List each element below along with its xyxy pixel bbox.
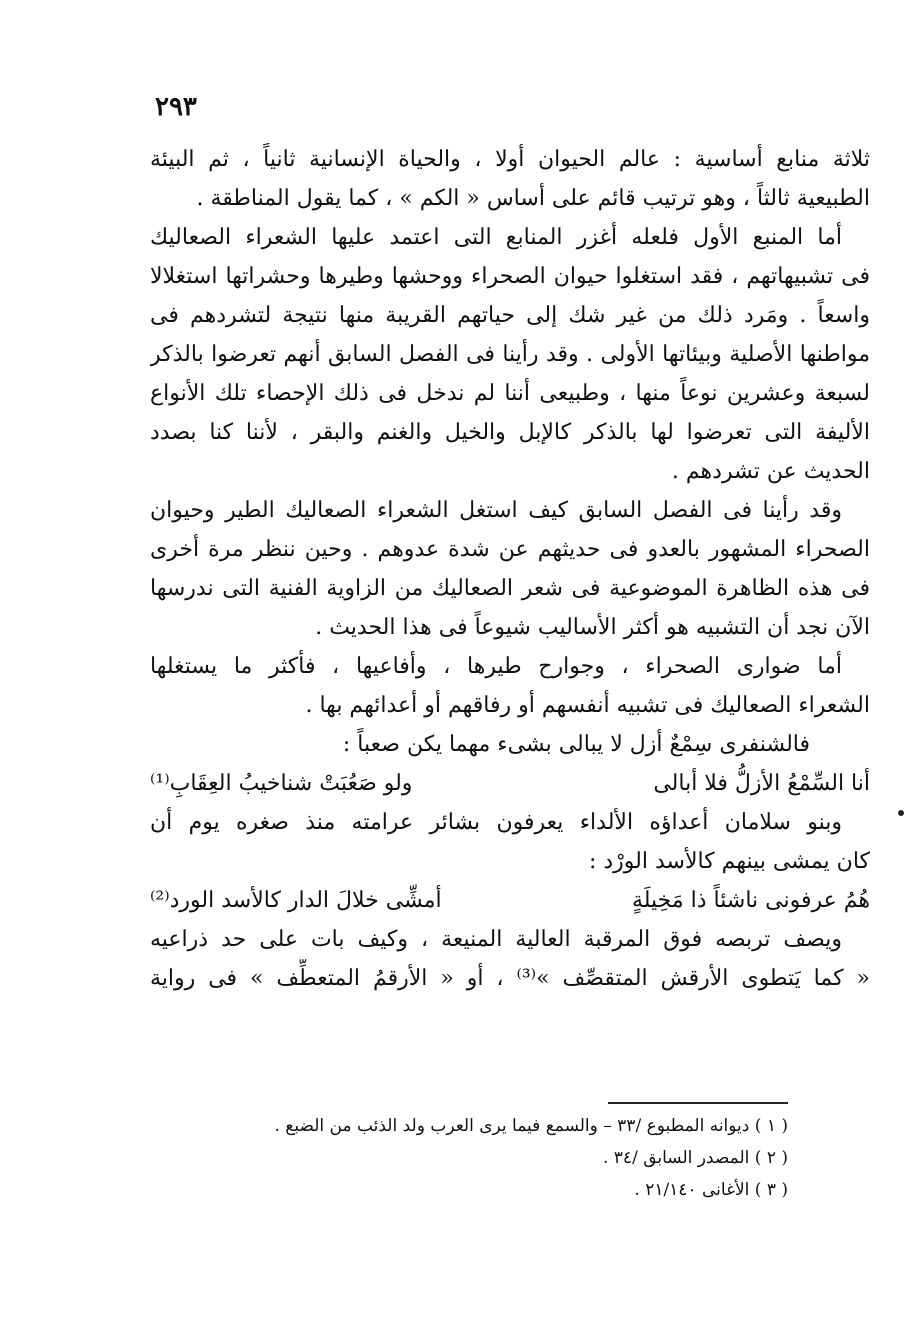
- text-line: الحديث عن تشردهم .: [671, 459, 870, 484]
- text-line: ويصف تربصه فوق المرقبة العالية المنيعة ، وكيف بات على حد ذراعيه: [150, 927, 842, 952]
- footnote-1: ( ١ ) ديوانه المطبوع /٣٣ – والسمع فيما يرى العرب ولد الذئب من الضبع .: [274, 1116, 788, 1136]
- text-line: الآن نجد أن التشبيه هو أكثر الأساليب شيوعاً فى هذا الحديث .: [315, 615, 870, 640]
- text-line: الشعراء الصعاليك فى تشبيه أنفسهم أو رفاقهم أو أعدائهم بها .: [305, 693, 870, 718]
- body-text: [150, 140, 870, 998]
- text-line: وقد رأينا فى الفصل السابق كيف استغل الشعراء الصعاليك الطير وحيوان: [150, 498, 842, 523]
- text-line: أما ضوارى الصحراء ، وجوارح طيرها ، وأفاعيها ، فأكثر ما يستغلها: [150, 654, 842, 679]
- text-line: كان يمشى بينهم كالأسد الورْد :: [588, 849, 870, 874]
- footnotes: [240, 1110, 788, 1206]
- paragraph-2: [150, 218, 870, 491]
- footnote-3: ( ٣ ) الأغانى ٢١/١٤٠ .: [634, 1180, 788, 1200]
- text-line: الأليفة التى تعرضوا لها بالذكر كالإبل والخيل والغنم والبقر ، لأننا كنا بصدد: [150, 420, 870, 445]
- text-line: فى تشبيهاتهم ، فقد استغلوا حيوان الصحراء ووحشها وطيرها وحشراتها استغلالا: [150, 264, 870, 289]
- paragraph-4: [150, 647, 870, 725]
- paragraph-6: [150, 803, 870, 881]
- text-line: « كما يَتطوى الأرقش المتقصِّف »⁽³⁾ ، أو « الأرقمُ المتعطِّف » فى رواية: [150, 966, 870, 991]
- text-line: الطبيعية ثالثاً ، وهو ترتيب قائم على أساس « الكم » ، كما يقول المناطقة .: [196, 186, 870, 211]
- text-line: أما المنبع الأول فلعله أغزر المنابع التى اعتمد عليها الشعراء الصعاليك: [150, 225, 842, 250]
- verse-first-hemistich: أنا السِّمْعُ الأزلُّ فلا أبالى: [653, 771, 870, 796]
- text-line: فى هذه الظاهرة الموضوعية فى شعر الصعاليك من الزاوية الفنية التى ندرسها: [150, 576, 870, 601]
- text-line: فالشنفرى سِمْعٌ أزل لا يبالى بشىء مهما يكن صعباً :: [342, 732, 810, 757]
- text-line: الصحراء المشهور بالعدو فى حديثهم عن شدة عدوهم . وحين ننظر مرة أخرى: [150, 537, 870, 562]
- verse-second-hemistich: أمشِّى خلالَ الدار كالأسد الورد⁽²⁾: [150, 888, 442, 913]
- page-number: ٢٩٣: [155, 92, 197, 122]
- verse-first-hemistich: هُمُ عرفونى ناشئاً ذا مَخِيلَةٍ: [631, 888, 870, 913]
- paragraph-7: [150, 920, 870, 998]
- text-line: وبنو سلامان أعداؤه الألداء يعرفون بشائر عرامته منذ صغره يوم أن: [150, 810, 842, 835]
- margin-mark: [898, 810, 904, 816]
- footnote-rule: [608, 1102, 788, 1104]
- paragraph-3: [150, 491, 870, 647]
- text-line: ثلاثة منابع أساسية : عالم الحيوان أولا ، والحياة الإنسانية ثانياً ، ثم البيئة: [150, 147, 870, 172]
- verse-second-hemistich: ولو صَعُبَتْ شناخيبُ العِقَابِ⁽¹⁾: [150, 771, 413, 796]
- paragraph-1: [150, 140, 870, 218]
- text-line: لسبعة وعشرين نوعاً منها ، وطبيعى أننا لم ندخل فى ذلك الإحصاء تلك الأنواع: [150, 381, 870, 406]
- paragraph-5: [150, 725, 870, 764]
- verse-2: [150, 881, 870, 920]
- text-line: مواطنها الأصلية وبيئاتها الأولى . وقد رأينا فى الفصل السابق أنهم تعرضوا بالذكر: [150, 342, 870, 367]
- footnote-2: ( ٢ ) المصدر السابق /٣٤ .: [602, 1148, 788, 1168]
- verse-1: [150, 764, 870, 803]
- text-line: واسعاً . ومَرد ذلك من غير شك إلى حياتهم القريبة منها نتيجة لتشردهم فى: [150, 303, 870, 328]
